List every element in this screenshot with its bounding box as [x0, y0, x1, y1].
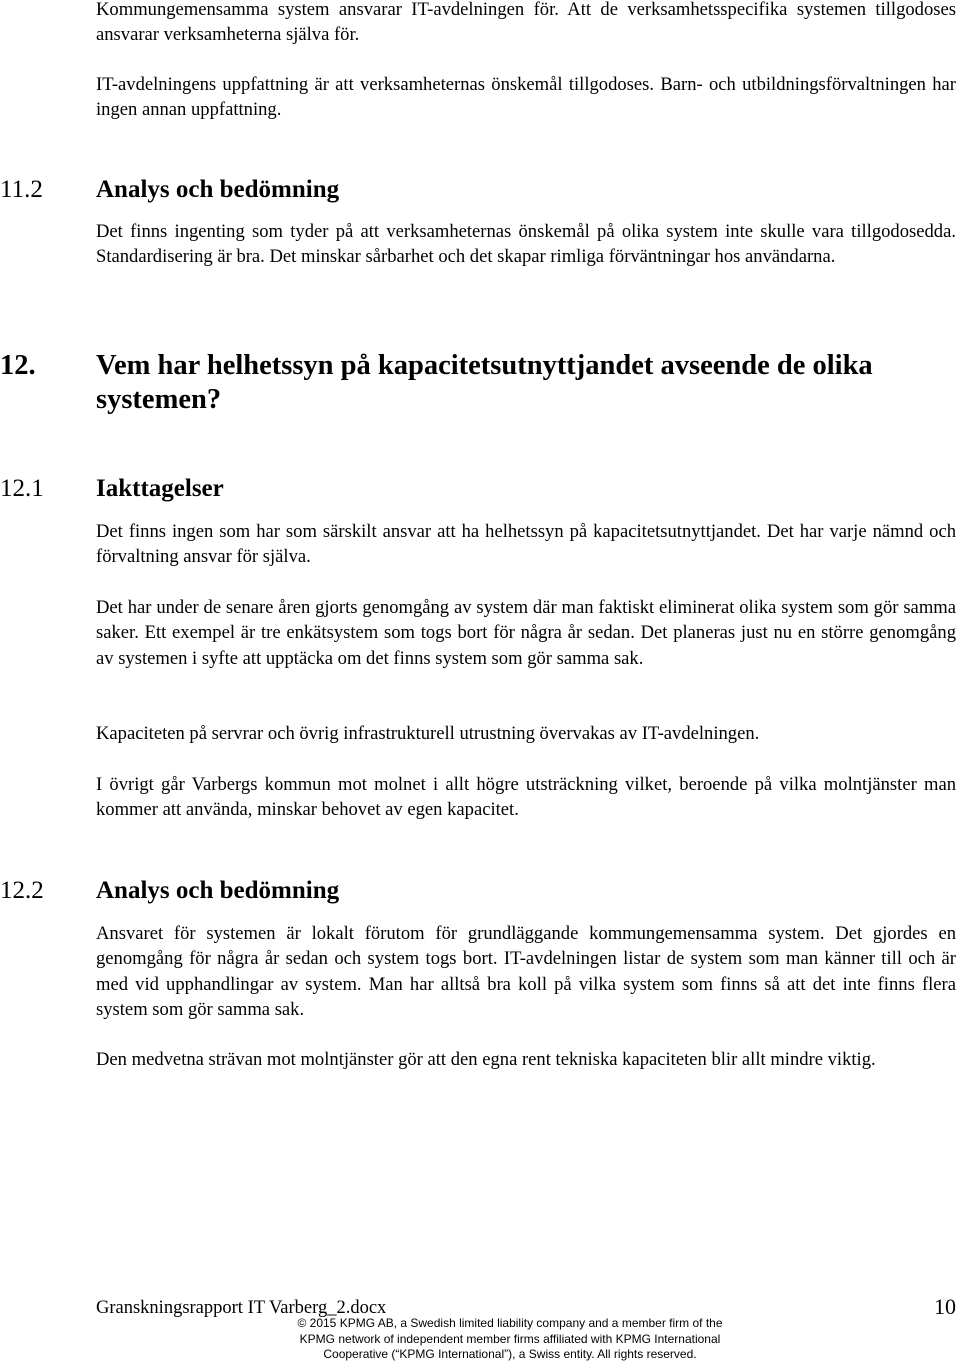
heading-12: [0, 349, 956, 417]
heading-number: 12.: [0, 350, 36, 381]
paragraph-it-view: IT-avdelningens uppfattning är att verksamheternas önskemål tillgodoses. Barn- och utbildningsförvaltningen har ingen annan uppfattning.: [96, 74, 956, 121]
footer-page-number: 10: [934, 1294, 956, 1319]
heading-number: 12.2: [0, 877, 44, 904]
copyright-line: © 2015 KPMG AB, a Swedish limited liability company and a member firm of the: [297, 1316, 723, 1330]
paragraph-cloud-strategy: Den medvetna strävan mot molntjänster gör att den egna rent tekniska kapaciteten blir allt mindre viktig.: [96, 1049, 876, 1070]
paragraph-analysis-11-2: Det finns ingenting som tyder på att verksamheternas önskemål på olika system inte skulle vara tillgodosedda. Standardisering är bra. Det minskar sårbarhet och det skapar rimliga förväntningar hos användarna.: [96, 221, 956, 268]
heading-title: Vem har helhetssyn på kapacitetsutnyttjandet avseende de olika systemen?: [96, 350, 873, 415]
paragraph-server-capacity: Kapaciteten på servrar och övrig infrastrukturell utrustning övervakas av IT-avdelningen.: [96, 723, 760, 744]
footer-copyright: [230, 1316, 790, 1363]
heading-number: 11.2: [0, 176, 43, 203]
paragraph-system-responsibility: Kommungemensamma system ansvarar IT-avdelningen för. Att de verksamhetsspecifika systemen tillgodoses ansvarar verksamheterna själva för.: [96, 0, 956, 46]
heading-title: Analys och bedömning: [96, 176, 340, 203]
heading-11-2: [0, 175, 956, 205]
paragraph-analysis-12-2: Ansvaret för systemen är lokalt förutom för grundläggande kommungemensamma system. Det gjordes en genomgång för några år sedan och system togs bort. IT-avdelningen listar de system som man känner till och är med vid upphandlingar av system. Man har alltså bra koll på vilka system som finns så att det inte finns flera system som gör samma sak.: [96, 923, 956, 1020]
paragraph-observations-2: Det har under de senare åren gjorts genomgång av system där man faktiskt eliminerat olika system som gör samma saker. Ett exempel är tre enkätsystem som togs bort för några år sedan. Det planeras just nu en större genomgång av systemen i syfte att upptäcka om det finns system som gör samma sak.: [96, 597, 956, 669]
copyright-line: Cooperative (“KPMG International”), a Swiss entity. All rights reserved.: [323, 1347, 697, 1361]
copyright-line: KPMG network of independent member firms affiliated with KPMG International: [299, 1331, 721, 1346]
heading-number: 12.1: [0, 475, 44, 502]
heading-12-1: [0, 474, 956, 504]
heading-12-2: [0, 876, 956, 906]
paragraph-cloud: I övrigt går Varbergs kommun mot molnet i allt högre utsträckning vilket, beroende på vilka molntjänster man kommer att använda, minskar behovet av egen kapacitet.: [96, 774, 956, 821]
footer-document-name: Granskningsrapport IT Varberg_2.docx: [96, 1298, 387, 1318]
paragraph-observations-1: Det finns ingen som har som särskilt ansvar att ha helhetssyn på kapacitetsutnyttjandet. Det har varje nämnd och förvaltning ansvar för själva.: [96, 521, 956, 568]
heading-title: Analys och bedömning: [96, 877, 340, 904]
heading-title: Iakttagelser: [96, 475, 224, 502]
